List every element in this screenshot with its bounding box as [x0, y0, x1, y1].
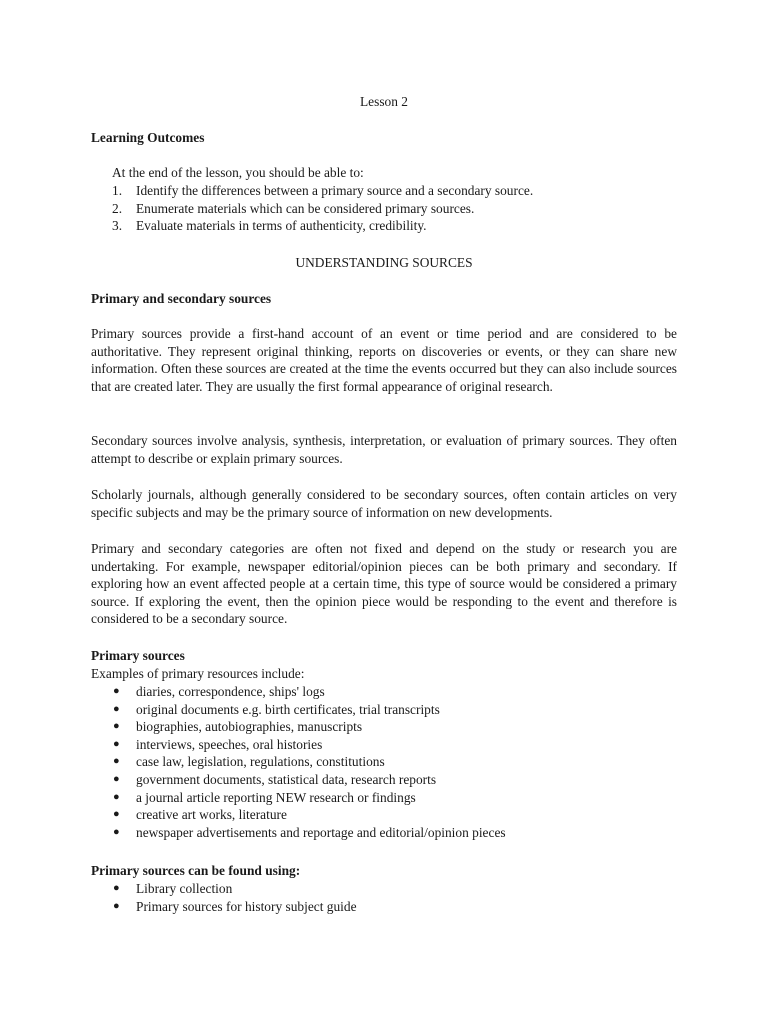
list-item [91, 701, 677, 719]
bullet-icon: ● [113, 808, 120, 821]
list-item-text: biographies, autobiographies, manuscripts [136, 719, 363, 735]
list-item-text: Library collection [136, 881, 233, 896]
list-item [91, 898, 677, 916]
primary-sources-intro: Examples of primary resources include: [91, 666, 305, 681]
bullet-icon: ● [113, 825, 120, 838]
list-item-text: newspaper advertisements and reportage and editorial/opinion pieces [136, 824, 506, 840]
learning-outcomes-heading: Learning Outcomes [91, 130, 205, 145]
bullet-icon: ● [113, 720, 120, 733]
primary-sources-list [91, 683, 677, 841]
bullet-icon: ● [113, 737, 120, 750]
learning-outcomes-intro: At the end of the lesson, you should be able to: [112, 165, 364, 180]
bullet-icon: ● [113, 790, 120, 803]
list-item-text: case law, legislation, regulations, constitutions [136, 754, 385, 770]
list-item-text: Evaluate materials in terms of authenticity, credibility. [136, 218, 427, 234]
learning-outcomes-list [91, 182, 677, 235]
bullet-icon: ● [113, 899, 120, 912]
bullet-icon: ● [113, 685, 120, 697]
paragraph-scholarly-journals: Scholarly journals, although generally considered to be secondary sources, often contain articles on very specific subjects and may be the primary source of information on new developments. [91, 487, 677, 520]
paragraph-categories: Primary and secondary categories are often not fixed and depend on the study or research you are undertaking. For example, newspaper editorial/opinion pieces can be both primary and secondary. If exploring how an event affected people at a certain time, this type of source would be considered a primary source. If exploring the event, then the opinion piece would be responding to the event and therefore is considered to be a secondary source. [91, 541, 677, 627]
list-item [91, 718, 677, 736]
bullet-icon: ● [113, 772, 120, 785]
list-item [91, 789, 677, 807]
list-item-text: Enumerate materials which can be considered primary sources. [136, 200, 475, 216]
lesson-title: Lesson 2 [360, 94, 408, 109]
list-item [91, 806, 677, 824]
section-title: UNDERSTANDING SOURCES [295, 255, 473, 270]
paragraph-primary-definition: Primary sources provide a first-hand account of an event or time period and are considered to be authoritative. They represent original thinking, reports on discoveries or events, or they can share new information. Often these sources are created at the time the events occurred but they can also include sources that are created later. They are usually the first formal appearance of original research. [91, 326, 677, 394]
list-number: 3. [112, 218, 123, 234]
list-number: 2. [112, 200, 123, 216]
list-item-text: a journal article reporting NEW research or findings [136, 789, 416, 805]
list-item [91, 736, 677, 754]
learning-outcome-item [91, 200, 677, 218]
learning-outcome-item [91, 217, 677, 235]
bullet-icon: ● [113, 882, 120, 894]
list-item-text: diaries, correspondence, ships' logs [136, 684, 325, 699]
list-item-text: Primary sources for history subject guide [136, 898, 357, 914]
list-item [91, 880, 677, 898]
list-item-text: government documents, statistical data, research reports [136, 771, 437, 787]
list-item-text: interviews, speeches, oral histories [136, 736, 323, 752]
found-using-list [91, 880, 677, 915]
learning-outcome-item [91, 182, 677, 200]
primary-secondary-heading: Primary and secondary sources [91, 291, 272, 306]
list-item-text: creative art works, literature [136, 807, 287, 823]
list-item [91, 771, 677, 789]
list-item [91, 753, 677, 771]
list-item-text: original documents e.g. birth certificates, trial transcripts [136, 701, 440, 717]
list-item [91, 683, 677, 701]
primary-sources-heading: Primary sources [91, 648, 185, 663]
bullet-icon: ● [113, 755, 120, 768]
paragraph-secondary-definition: Secondary sources involve analysis, synthesis, interpretation, or evaluation of primary sources. They often attempt to describe or explain primary sources. [91, 433, 677, 466]
bullet-icon: ● [113, 702, 120, 715]
list-number: 1. [112, 183, 123, 198]
list-item [91, 824, 677, 842]
found-using-heading: Primary sources can be found using: [91, 863, 301, 878]
list-item-text: Identify the differences between a primary source and a secondary source. [136, 183, 534, 198]
